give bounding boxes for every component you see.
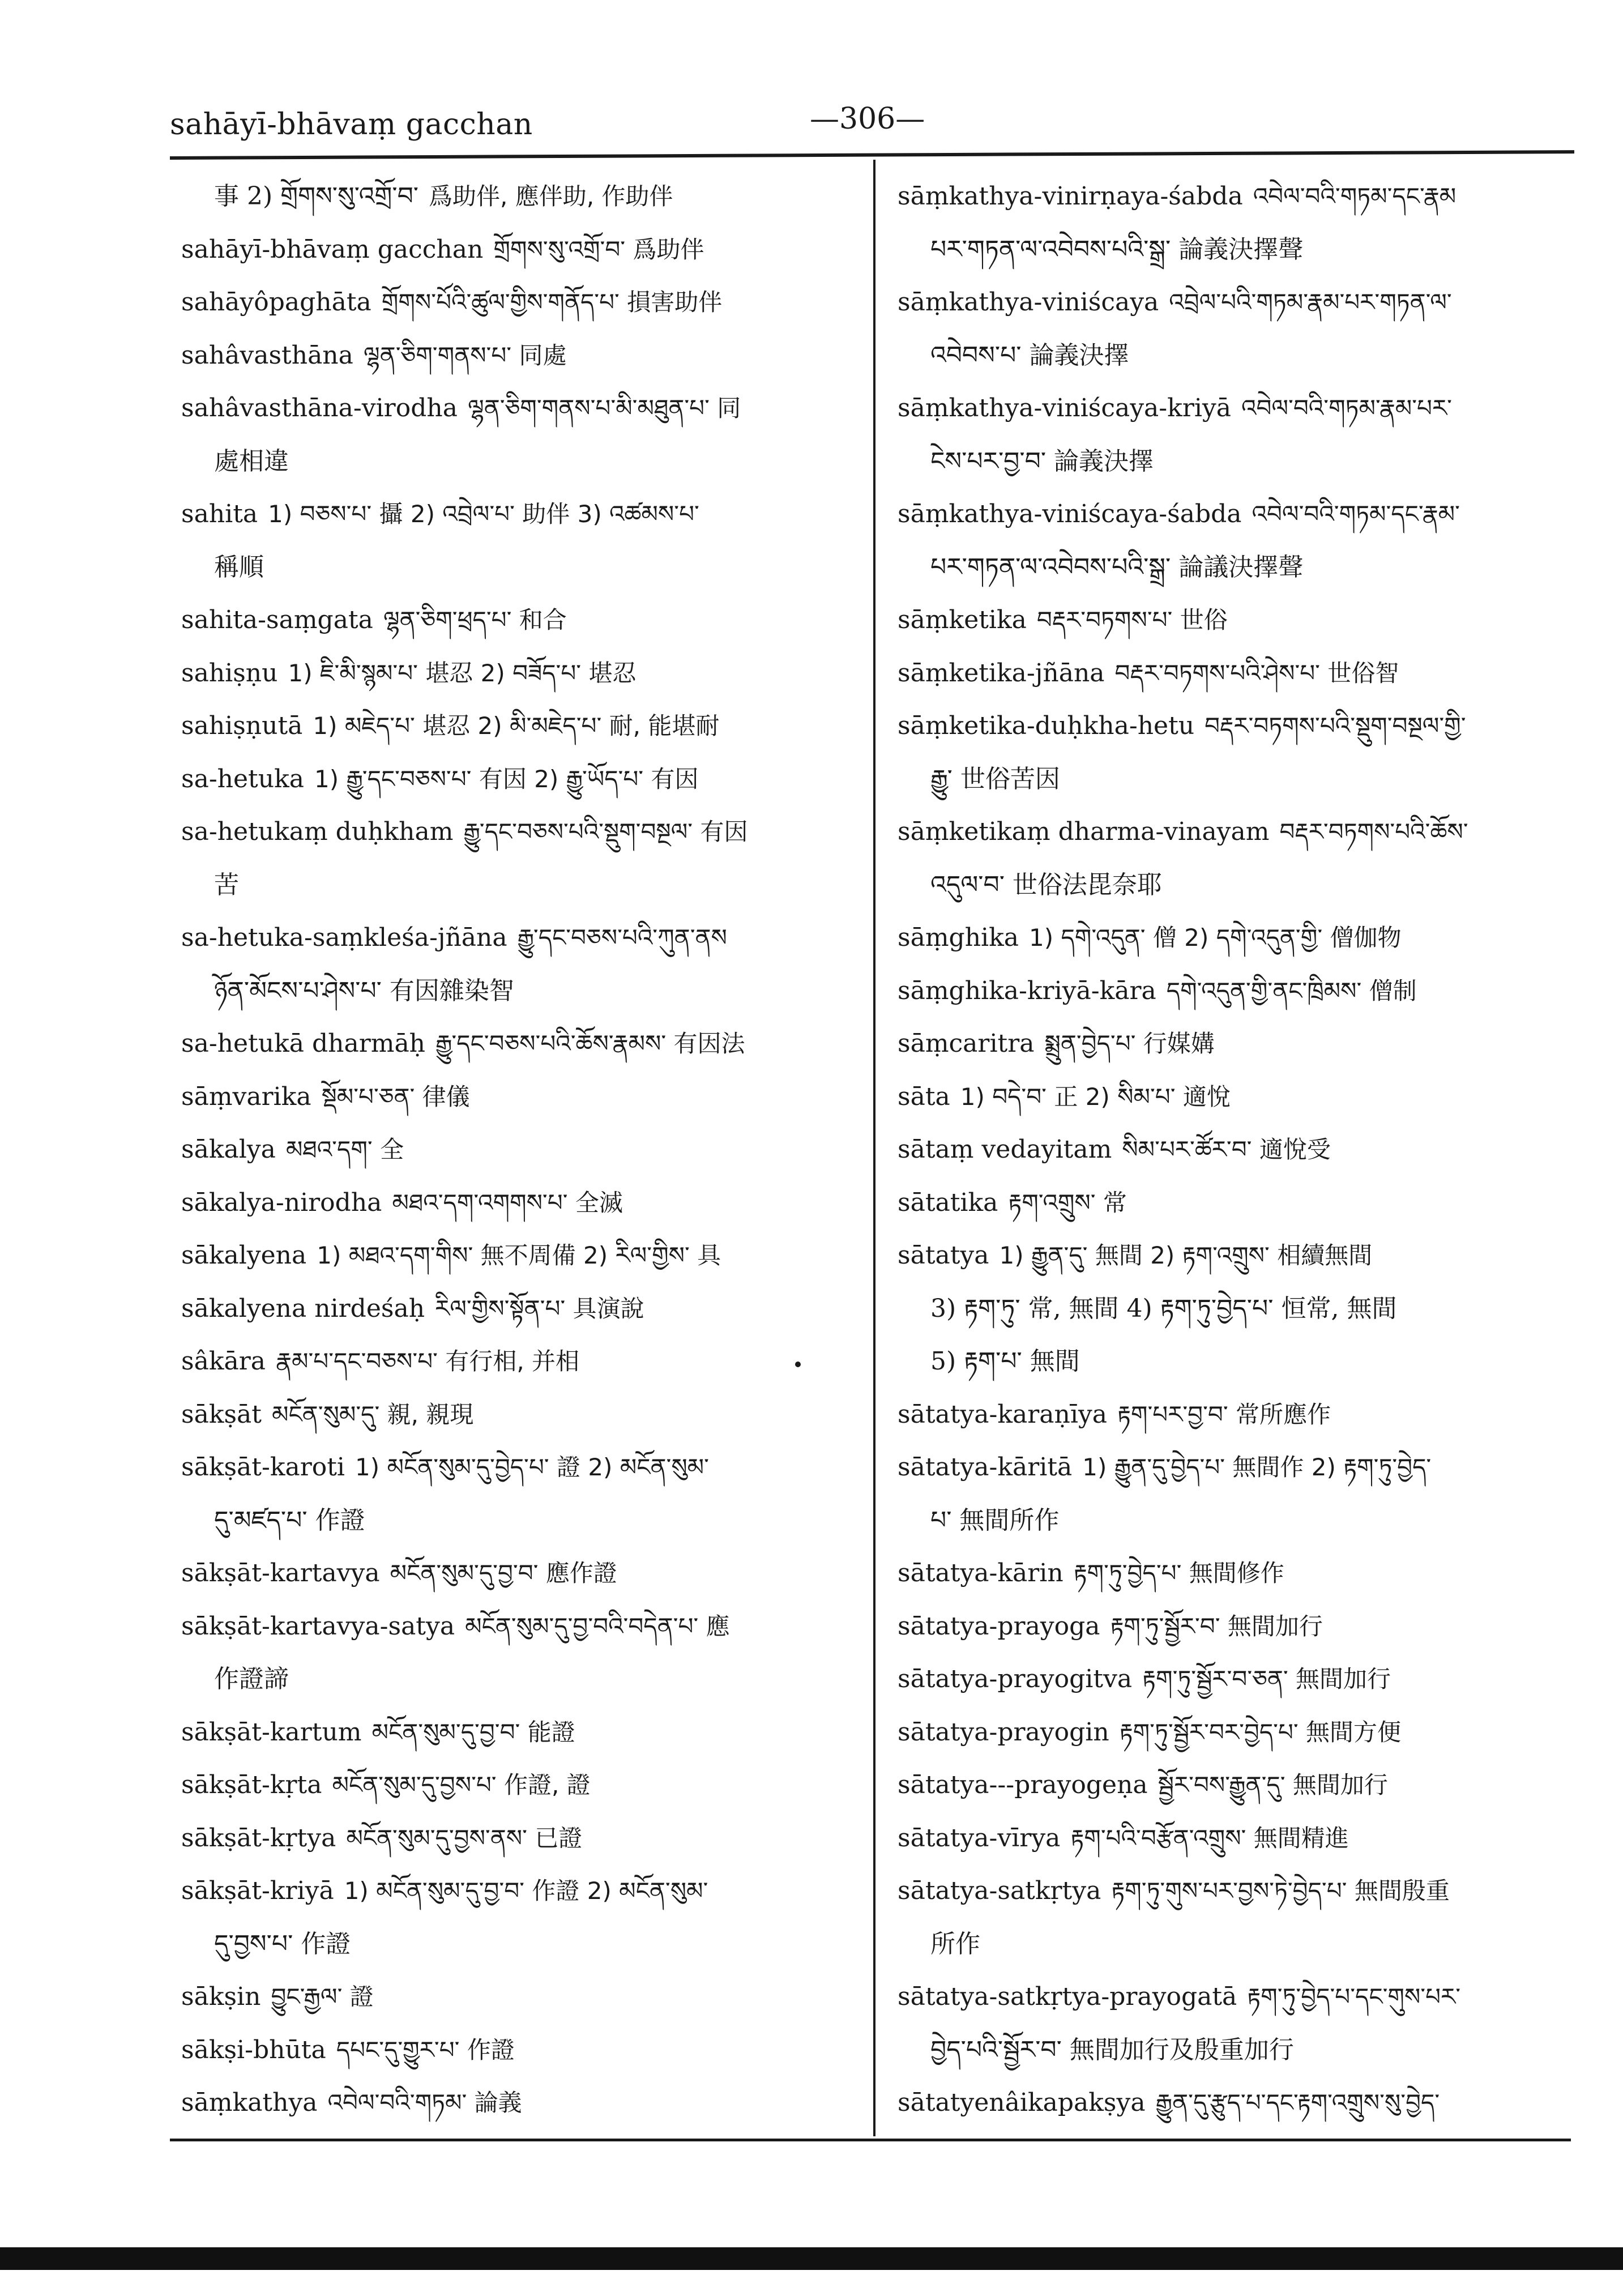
headword: sāṃghika-kriyā-kāra	[898, 976, 1156, 1005]
entry-continuation-line	[898, 435, 1574, 488]
continuation-text: རྒྱུ་ 世俗苦因	[930, 764, 1060, 793]
dictionary-entry	[181, 753, 855, 806]
dictionary-entry	[898, 1229, 1574, 1282]
headword: sahâvasthāna-virodha	[181, 394, 458, 423]
continuation-text: 苦	[214, 870, 239, 899]
headword: sāṃcaritra	[898, 1029, 1035, 1058]
entry-gloss: གྲོགས་པོའི་ཚུལ་གྱིས་གནོད་པ་ 損害助伴	[381, 288, 723, 316]
entry-continuation-line	[181, 859, 855, 912]
dictionary-entry	[898, 1706, 1574, 1759]
dictionary-entry	[181, 647, 855, 700]
headword: sātatyenâikapakṣya	[898, 2088, 1146, 2117]
continuation-text: བྱེད་པའི་སྦྱོར་བ་ 無間加行及殷重加行	[930, 2035, 1294, 2064]
headword: sāṃghika	[898, 923, 1019, 952]
dictionary-entry	[181, 2076, 855, 2129]
dictionary-entry	[181, 699, 855, 753]
headword: sātatya-prayogitva	[898, 1665, 1133, 1693]
entry-gloss: རྟག་པའི་བརྩོན་འགྲུས་ 無間精進	[1070, 1824, 1349, 1852]
entry-continuation-line	[898, 753, 1574, 806]
column-divider	[873, 160, 875, 2136]
continuation-text: 作證諦	[214, 1665, 289, 1693]
dictionary-entry	[181, 1547, 855, 1600]
dictionary-entry	[181, 1070, 855, 1124]
headword: sa-hetuka-saṃkleśa-jñāna	[181, 923, 507, 952]
dictionary-entry	[181, 1970, 855, 2024]
headword: sātaṃ vedayitam	[898, 1135, 1112, 1164]
dictionary-entry	[181, 1759, 855, 1812]
continuation-text: 所作	[930, 1929, 980, 1958]
headword: sātatika	[898, 1188, 998, 1217]
dictionary-entry	[898, 911, 1574, 965]
dictionary-entry	[181, 1176, 855, 1230]
entry-continuation-line	[898, 541, 1574, 594]
dictionary-entry	[181, 1229, 855, 1282]
entry-gloss: 1) ཇི་མི་སྙམ་པ་ 堪忍 2) བཟོད་པ་ 堪忍	[288, 659, 637, 687]
entry-gloss: 1) དགེ་འདུན་ 僧 2) དགེ་འདུན་གྱི་ 僧伽物	[1029, 924, 1402, 951]
headword: sāṃketika	[898, 605, 1027, 634]
entry-gloss: འབེལ་བའི་གཏམ་རྣམ་པར་	[1241, 394, 1452, 422]
entry-continuation-line	[898, 223, 1574, 276]
dictionary-entry	[181, 1388, 855, 1441]
dictionary-entry	[898, 276, 1574, 329]
headword: sāṃkathya-viniścaya-kriyā	[898, 394, 1232, 423]
dictionary-entry	[898, 699, 1574, 753]
dictionary-entry	[898, 1070, 1574, 1124]
continuation-text: ཉོན་མོངས་པ་ཤེས་པ་ 有因雜染智	[214, 976, 514, 1005]
entry-gloss: རྒྱུ་དང་བཅས་པའི་ཆོས་རྣམས་ 有因法	[435, 1030, 745, 1057]
entry-gloss: མངོན་སུམ་དུ་བྱ་བ་ 應作證	[390, 1559, 617, 1587]
entry-continuation-line	[181, 965, 855, 1018]
dictionary-entry	[181, 1812, 855, 1865]
entry-gloss: མངོན་སུམ་དུ་བྱ་བ་ 能證	[371, 1718, 575, 1746]
headword: sātatya-kārin	[898, 1559, 1064, 1587]
scan-edge-band	[0, 2247, 1623, 2270]
entry-gloss: 1) མངོན་སུམ་དུ་བྱེད་པ་ 證 2) མངོན་སུམ་	[355, 1453, 709, 1481]
continuation-text: འབེབས་པ་ 論義決擇	[930, 340, 1129, 370]
dictionary-entry	[898, 805, 1574, 859]
entry-gloss: བརྡར་བཏགས་པའི་ཤེས་པ་ 世俗智	[1114, 659, 1399, 687]
headword: sākalyena nirdeśaḥ	[181, 1294, 425, 1323]
dictionary-entry	[181, 1017, 855, 1070]
scan-speck	[795, 1362, 801, 1367]
headword: sākṣāt-kartum	[181, 1717, 362, 1747]
entry-gloss: འབེལ་བའི་གཏམ་ 論義	[327, 2089, 522, 2116]
bottom-rule	[170, 2139, 1571, 2141]
headword: sahāyôpaghāta	[181, 288, 371, 317]
dictionary-entry	[898, 1864, 1574, 1918]
dictionary-entry	[181, 2024, 855, 2077]
continuation-text: འདུལ་བ་ 世俗法毘奈耶	[930, 870, 1162, 899]
dictionary-entry	[898, 170, 1574, 223]
entry-continuation-line	[898, 1494, 1574, 1547]
entry-gloss: 爲助伴, 應伴助, 作助伴	[429, 182, 673, 210]
dictionary-entry	[898, 1970, 1574, 2024]
entry-gloss: དགེ་འདུན་གྱི་ནང་ཁྲིམས་ 僧制	[1166, 976, 1417, 1005]
entry-gloss: དཔང་དུ་གྱུར་པ་ 作證	[336, 2035, 515, 2064]
headword: sākalya-nirodha	[181, 1188, 382, 1217]
headword: sātatya-karaṇīya	[898, 1399, 1108, 1429]
entry-gloss: བརྡར་བཏགས་པ་ 世俗	[1036, 606, 1228, 634]
entry-gloss: བྱུང་རྒྱལ་ 證	[271, 1983, 374, 2011]
entry-gloss: རྒྱུ་དང་བཅས་པའི་ཀུན་ནས	[517, 924, 727, 951]
headword: sākṣāt-karoti	[181, 1453, 345, 1482]
continuation-text: 稱順	[214, 552, 264, 582]
headword: sākṣāt-kartavya	[181, 1559, 380, 1587]
headword: sāṃketika-duḥkha-hetu	[898, 711, 1195, 740]
dictionary-entry	[898, 647, 1574, 700]
entry-gloss: ལྷན་ཅིག་ཕྲད་པ་ 和合	[383, 606, 567, 634]
entry-gloss: རྟག་ཏུ་གུས་པར་བྱས་ཏེ་བྱེད་པ་ 無間殷重	[1111, 1877, 1450, 1905]
dictionary-entry	[181, 382, 855, 435]
entry-gloss: རྒྱུན་དུ་རྩུད་པ་དང་རྟག་འགྲུས་སུ་བྱེད་	[1155, 2089, 1440, 2116]
entry-gloss: རྒྱུ་དང་བཅས་པའི་སྡུག་བསྔལ་ 有因	[463, 818, 748, 846]
entry-gloss: ལྷན་ཅིག་གནས་པ་ 同處	[363, 341, 567, 369]
header-rule	[170, 150, 1574, 160]
entry-continuation-line	[898, 1282, 1574, 1335]
headword: sākṣi-bhūta	[181, 2035, 326, 2064]
headword: sāṃvarika	[181, 1082, 311, 1111]
entry-gloss: སྡོམ་པ་ཅན་ 律儀	[321, 1082, 470, 1111]
entry-continuation-line	[181, 170, 855, 223]
headword: sa-hetuka	[181, 764, 304, 793]
dictionary-entry	[898, 1759, 1574, 1812]
entry-gloss: འབྲེལ་པའི་གཏམ་རྣམ་པར་གཏན་ལ་	[1169, 288, 1452, 316]
dictionary-entry	[181, 1335, 855, 1388]
entry-gloss: 1) བཅས་པ་ 攝 2) འབྲེལ་པ་ 助伴 3) འཚམས་པ་	[268, 500, 699, 528]
continuation-text: 處相違	[214, 446, 289, 476]
dictionary-entry	[181, 1282, 855, 1335]
dictionary-entry	[898, 1812, 1574, 1865]
headword: sākṣāt-kṛtya	[181, 1823, 336, 1853]
entry-continuation-line	[181, 541, 855, 594]
headword: sātatya-kāritā	[898, 1453, 1073, 1482]
dictionary-entry	[181, 1600, 855, 1653]
headword: sākṣāt-kartavya-satya	[181, 1611, 455, 1641]
entry-gloss: རྟག་ཏུ་སྦྱོར་བ་ 無間加行	[1110, 1612, 1323, 1640]
dictionary-entry	[181, 1441, 855, 1494]
continuation-text: དུ་བྱས་པ་ 作證	[214, 1929, 351, 1958]
dictionary-entry	[898, 1388, 1574, 1441]
entry-gloss: ལྷན་ཅིག་གནས་པ་མི་མཐུན་པ་ 同	[467, 394, 741, 422]
headword: sahiṣṇutā	[181, 711, 303, 740]
entry-gloss: 1) རྒྱུ་དང་བཅས་པ་ 有因 2) རྒྱུ་ཡོད་པ་ 有因	[314, 765, 699, 793]
dictionary-entry	[181, 276, 855, 329]
entry-gloss: རྟག་ཏུ་སྦྱོར་བ་ཅན་ 無間加行	[1142, 1665, 1391, 1693]
dictionary-entry	[898, 1600, 1574, 1653]
entry-gloss: རྟག་འགྲུས་ 常	[1008, 1188, 1127, 1217]
headword: sākṣāt-kṛta	[181, 1770, 322, 1799]
dictionary-entry	[898, 1441, 1574, 1494]
headword: sākalya	[181, 1135, 276, 1164]
headword: sāṃkathya	[181, 2088, 318, 2117]
entry-gloss: སིམ་པར་ཚོར་བ་ 適悅受	[1122, 1136, 1331, 1163]
dictionary-entry	[898, 1123, 1574, 1176]
right-column	[898, 170, 1574, 2129]
entry-continuation-line	[181, 435, 855, 488]
entry-gloss: བརྡར་བཏགས་པའི་སྡུག་བསྔལ་གྱི་	[1205, 712, 1466, 740]
headword: sātatya---prayogeṇa	[898, 1770, 1148, 1799]
entry-gloss: བརྡར་བཏགས་པའི་ཆོས་	[1279, 818, 1468, 846]
dictionary-entry	[181, 1123, 855, 1176]
entry-gloss: མངོན་སུམ་དུ་བྱས་པ་ 作證, 證	[332, 1771, 591, 1799]
headword: sāṃketikaṃ dharma-vinayam	[898, 817, 1270, 846]
headword: sahita-saṃgata	[181, 605, 373, 634]
headword: sāta	[898, 1082, 950, 1111]
dictionary-entry	[898, 1017, 1574, 1070]
entry-gloss: མངོན་སུམ་དུ་བྱ་བའི་བདེན་པ་ 應	[465, 1612, 730, 1640]
entry-gloss: མཐའ་དག་ 全	[285, 1136, 404, 1163]
dictionary-entry	[898, 594, 1574, 647]
entry-gloss: རྟག་པར་བྱ་བ་ 常所應作	[1117, 1400, 1331, 1428]
continuation-text: 5) རྟག་པ་ 無間	[930, 1347, 1080, 1376]
dictionary-entry	[898, 488, 1574, 541]
entry-gloss: འབེལ་བའི་གཏམ་དང་རྣམ	[1253, 182, 1457, 210]
entry-gloss: རྣམ་པ་དང་བཅས་པ་ 有行相, 并相	[275, 1347, 580, 1375]
headword: sahiṣṇu	[181, 658, 278, 688]
continuation-text: པར་གཏན་ལ་འབེབས་པའི་སྒྲ་ 論義決擇聲	[930, 234, 1304, 264]
entry-gloss: རྟག་ཏུ་བྱེད་པ་ 無間修作	[1073, 1559, 1284, 1587]
continuation-text: དུ་མཛད་པ་ 作證	[214, 1505, 365, 1535]
entry-gloss: སྨྲུན་བྱེད་པ་ 行媒媾	[1044, 1030, 1215, 1057]
continuation-text: པ་ 無間所作	[930, 1505, 1060, 1535]
entry-gloss: 1) མངོན་སུམ་དུ་བྱ་བ་ 作證 2) མངོན་སུམ་	[344, 1877, 708, 1905]
entry-gloss: འབེལ་བའི་གཏམ་དང་རྣམ་	[1252, 500, 1460, 528]
entry-continuation-line	[898, 329, 1574, 382]
headword: sākṣin	[181, 1982, 261, 2011]
dictionary-entry	[898, 382, 1574, 435]
dictionary-entry	[181, 488, 855, 541]
dictionary-entry	[898, 965, 1574, 1018]
headword: sahāyī-bhāvaṃ gacchan	[181, 234, 484, 264]
headword: sāṃkathya-vinirṇaya-śabda	[898, 182, 1243, 211]
dictionary-entry	[181, 329, 855, 382]
headword: sātatya-prayogin	[898, 1717, 1109, 1747]
entry-continuation-line	[181, 1918, 855, 1971]
headword: sātatya	[898, 1241, 989, 1270]
headword: sātatya-satkṛtya	[898, 1876, 1101, 1905]
entry-gloss: གྲོགས་སུ་འགྲོ་བ་ 爲助伴	[493, 235, 704, 263]
headword: sahâvasthāna	[181, 340, 353, 370]
dictionary-entry	[898, 1653, 1574, 1706]
entry-continuation-line	[898, 1918, 1574, 1971]
entry-gloss: རྟག་ཏུ་བྱེད་པ་དང་གུས་པར་	[1247, 1983, 1461, 2011]
entry-continuation-line	[898, 2024, 1574, 2077]
headword: sāṃkathya-viniścaya	[898, 288, 1159, 317]
entry-continuation-line	[898, 859, 1574, 912]
headword: sākṣāt	[181, 1399, 262, 1429]
entry-gloss: 1) བདེ་བ་ 正 2) སིམ་པ་ 適悅	[960, 1082, 1231, 1111]
continuation-text: 3) རྟག་ཏུ་ 常, 無間 4) རྟག་ཏུ་བྱེད་པ་ 恒常, 無間	[930, 1294, 1397, 1323]
entry-gloss: 1) མཐའ་དག་གིས་ 無不周備 2) རིལ་གྱིས་ 具	[317, 1241, 721, 1269]
dictionary-entry	[181, 223, 855, 276]
dictionary-entry	[898, 1176, 1574, 1230]
page-number: —306—	[810, 102, 925, 136]
continuation-text: 事 2) གྲོགས་སུ་འགྲོ་བ་	[214, 182, 419, 211]
headword: sākalyena	[181, 1241, 307, 1270]
entry-gloss: 1) མཇེད་པ་ 堪忍 2) མི་མཇེད་པ་ 耐, 能堪耐	[313, 712, 720, 740]
headword: sākṣāt-kriyā	[181, 1876, 334, 1905]
dictionary-entry	[181, 1864, 855, 1918]
dictionary-entry	[898, 2076, 1574, 2129]
entry-gloss: རྟག་ཏུ་སྦྱོར་བར་བྱེད་པ་ 無間方便	[1119, 1718, 1402, 1746]
headword: sāṃketika-jñāna	[898, 658, 1105, 688]
entry-gloss: མངོན་སུམ་དུ་ 親, 親現	[271, 1400, 474, 1428]
continuation-text: ངེས་པར་བྱ་བ་ 論義決擇	[930, 446, 1154, 476]
entry-gloss: རིལ་གྱིས་སྟོན་པ་ 具演說	[435, 1294, 644, 1322]
headword: sa-hetukaṃ duḥkham	[181, 817, 454, 846]
dictionary-entry	[181, 911, 855, 965]
entry-continuation-line	[181, 1653, 855, 1706]
entry-continuation-line	[181, 1494, 855, 1547]
headword: sātatya-vīrya	[898, 1823, 1061, 1853]
headword: sâkāra	[181, 1347, 266, 1376]
running-head: sahāyī-bhāvaṃ gacchan	[170, 108, 533, 142]
headword: sāṃkathya-viniścaya-śabda	[898, 500, 1242, 528]
dictionary-entry	[898, 1547, 1574, 1600]
headword: sātatya-satkṛtya-prayogatā	[898, 1982, 1237, 2011]
entry-gloss: 1) རྒྱུན་དུ་ 無間 2) རྟག་འགྲུས་ 相續無間	[999, 1241, 1373, 1269]
dictionary-entry	[181, 1706, 855, 1759]
left-column	[181, 170, 855, 2129]
entry-gloss: མཐའ་དག་འགགས་པ་ 全滅	[392, 1188, 623, 1217]
dictionary-entry	[181, 805, 855, 859]
headword: sahita	[181, 500, 258, 528]
dictionary-entry	[181, 594, 855, 647]
continuation-text: པར་གཏན་ལ་འབེབས་པའི་སྒྲ་ 論議決擇聲	[930, 552, 1304, 582]
entry-gloss: 1) རྒྱུན་དུ་བྱེད་པ་ 無間作 2) རྟག་ཏུ་བྱེད་	[1082, 1453, 1432, 1481]
headword: sa-hetukā dharmāḥ	[181, 1029, 426, 1058]
entry-gloss: སྦྱོར་བས་རྒྱུན་དུ་ 無間加行	[1158, 1771, 1388, 1799]
headword: sātatya-prayoga	[898, 1611, 1100, 1641]
entry-gloss: མངོན་སུམ་དུ་བྱས་ནས་ 已證	[346, 1824, 583, 1852]
entry-continuation-line	[898, 1335, 1574, 1388]
